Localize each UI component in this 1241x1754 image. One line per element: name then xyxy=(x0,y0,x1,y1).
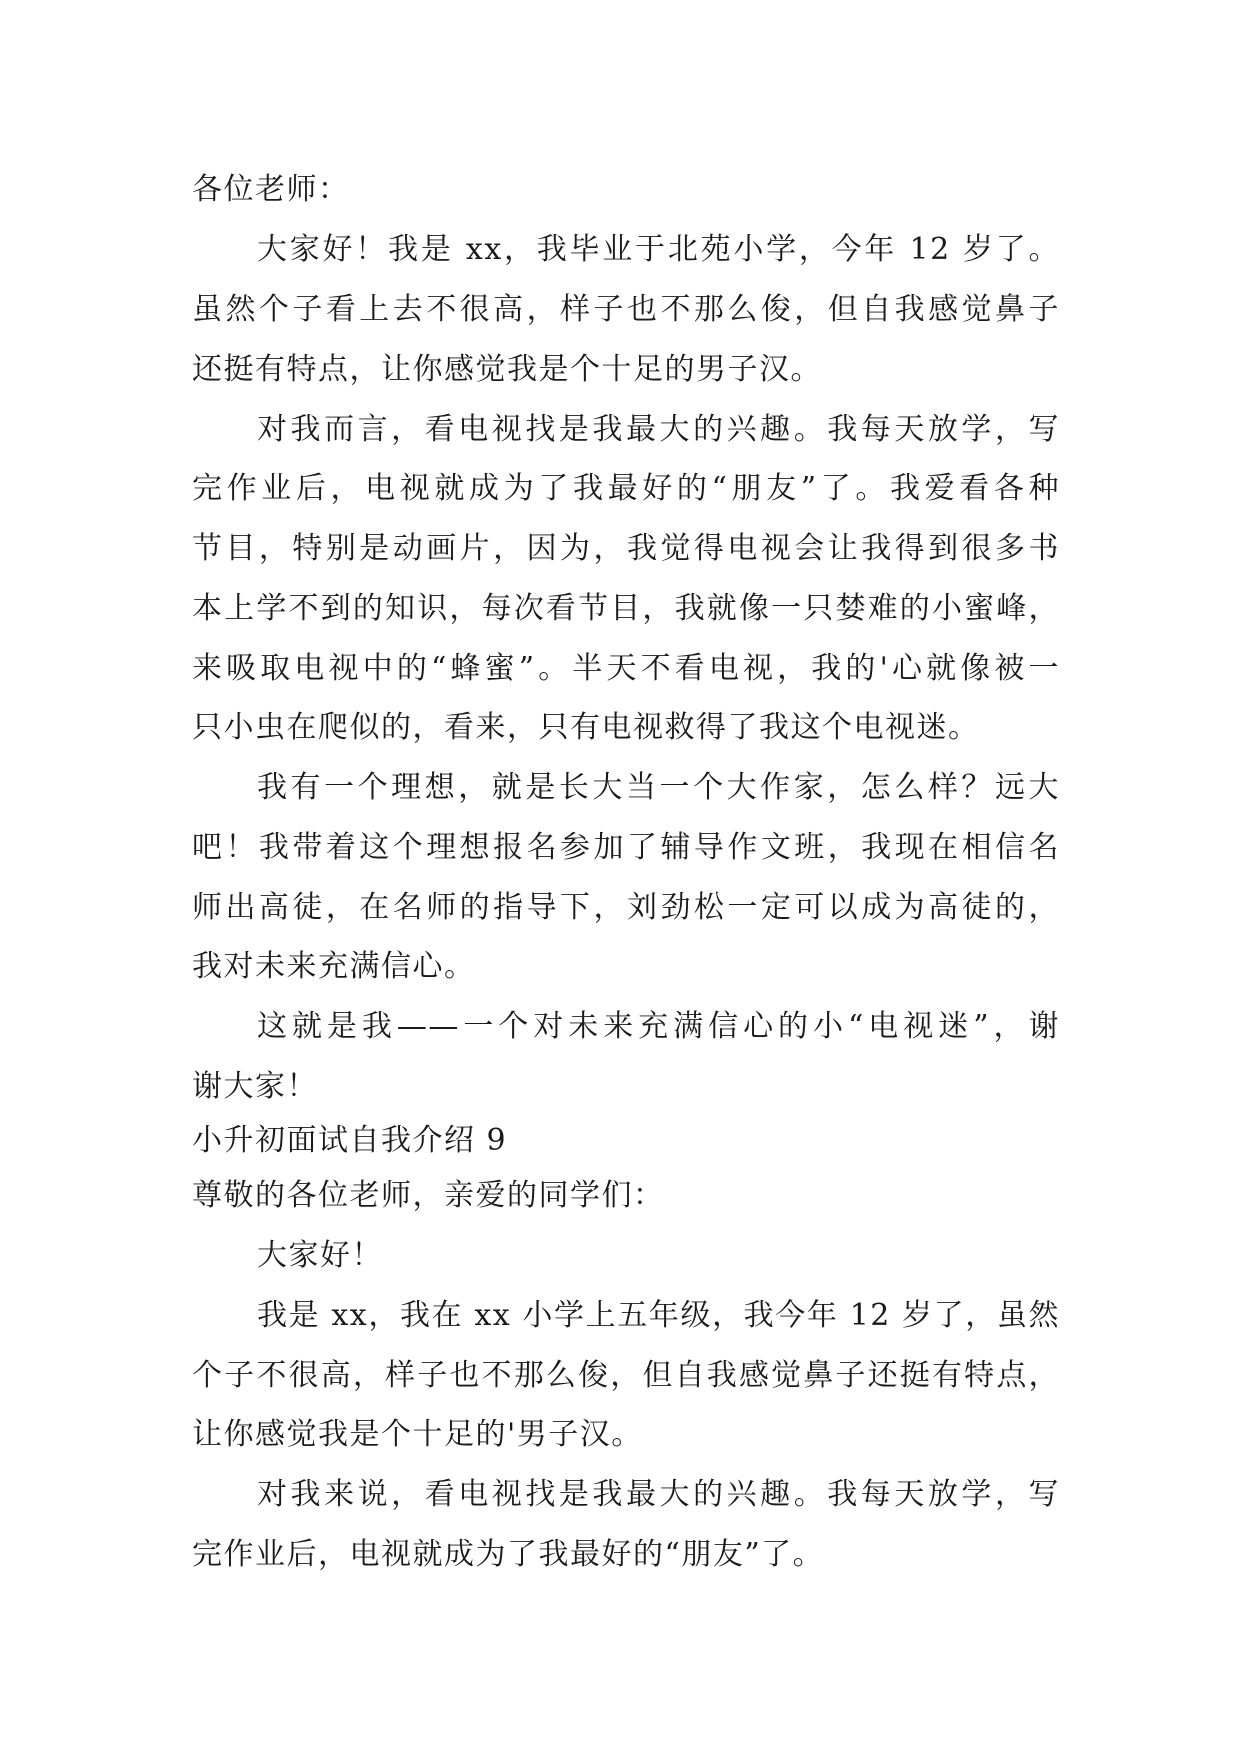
salutation: 尊敬的各位老师，亲爱的同学们： xyxy=(192,1178,665,1213)
paragraph-line: 对我来说，看电视找是我最大的兴趣。我每天放学，写 xyxy=(257,1477,1060,1512)
paragraph-line: 只小虫在爬似的，看来，只有电视救得了我这个电视迷。 xyxy=(192,710,980,745)
paragraph-line: 吧！我带着这个理想报名参加了辅导作文班，我现在相信名 xyxy=(192,830,1060,865)
paragraph-line: 我有一个理想，就是长大当一个大作家，怎么样？远大 xyxy=(257,770,1060,805)
paragraph-line: 还挺有特点，让你感觉我是个十足的男子汉。 xyxy=(192,352,822,387)
paragraph-line: 大家好！ xyxy=(257,1238,383,1273)
paragraph-line: 我是 xx，我在 xx 小学上五年级，我今年 12 岁了，虽然 xyxy=(257,1298,1060,1333)
paragraph-line: 来吸取电视中的“蜂蜜”。半天不看电视，我的'心就像被一 xyxy=(192,651,1060,686)
paragraph-line: 谢大家！ xyxy=(192,1069,318,1104)
paragraph-line: 对我而言，看电视找是我最大的兴趣。我每天放学，写 xyxy=(257,412,1060,447)
section-heading: 小升初面试自我介绍 9 xyxy=(192,1123,508,1158)
paragraph-line: 这就是我——一个对未来充满信心的小“电视迷”，谢 xyxy=(257,1009,1060,1044)
paragraph-line: 我对未来充满信心。 xyxy=(192,949,476,984)
paragraph-line: 节目，特别是动画片，因为，我觉得电视会让我得到很多书 xyxy=(192,531,1060,566)
paragraph-line: 个子不很高，样子也不那么俊，但自我感觉鼻子还挺有特点， xyxy=(192,1358,1060,1393)
paragraph-line: 本上学不到的知识，每次看节目，我就像一只婪难的小蜜峰， xyxy=(192,591,1060,626)
salutation: 各位老师： xyxy=(192,172,350,207)
paragraph-line: 师出高徒，在名师的指导下，刘劲松一定可以成为高徒的， xyxy=(192,890,1060,925)
paragraph-line: 完作业后，电视就成为了我最好的“朋友”了。我爱看各种 xyxy=(192,471,1060,506)
paragraph-line: 完作业后，电视就成为了我最好的“朋友”了。 xyxy=(192,1537,825,1572)
paragraph-line: 大家好！我是 xx，我毕业于北苑小学，今年 12 岁了。 xyxy=(257,232,1060,267)
paragraph-line: 虽然个子看上去不很高，样子也不那么俊，但自我感觉鼻子 xyxy=(192,292,1060,327)
paragraph-line: 让你感觉我是个十足的'男子汉。 xyxy=(192,1417,643,1452)
